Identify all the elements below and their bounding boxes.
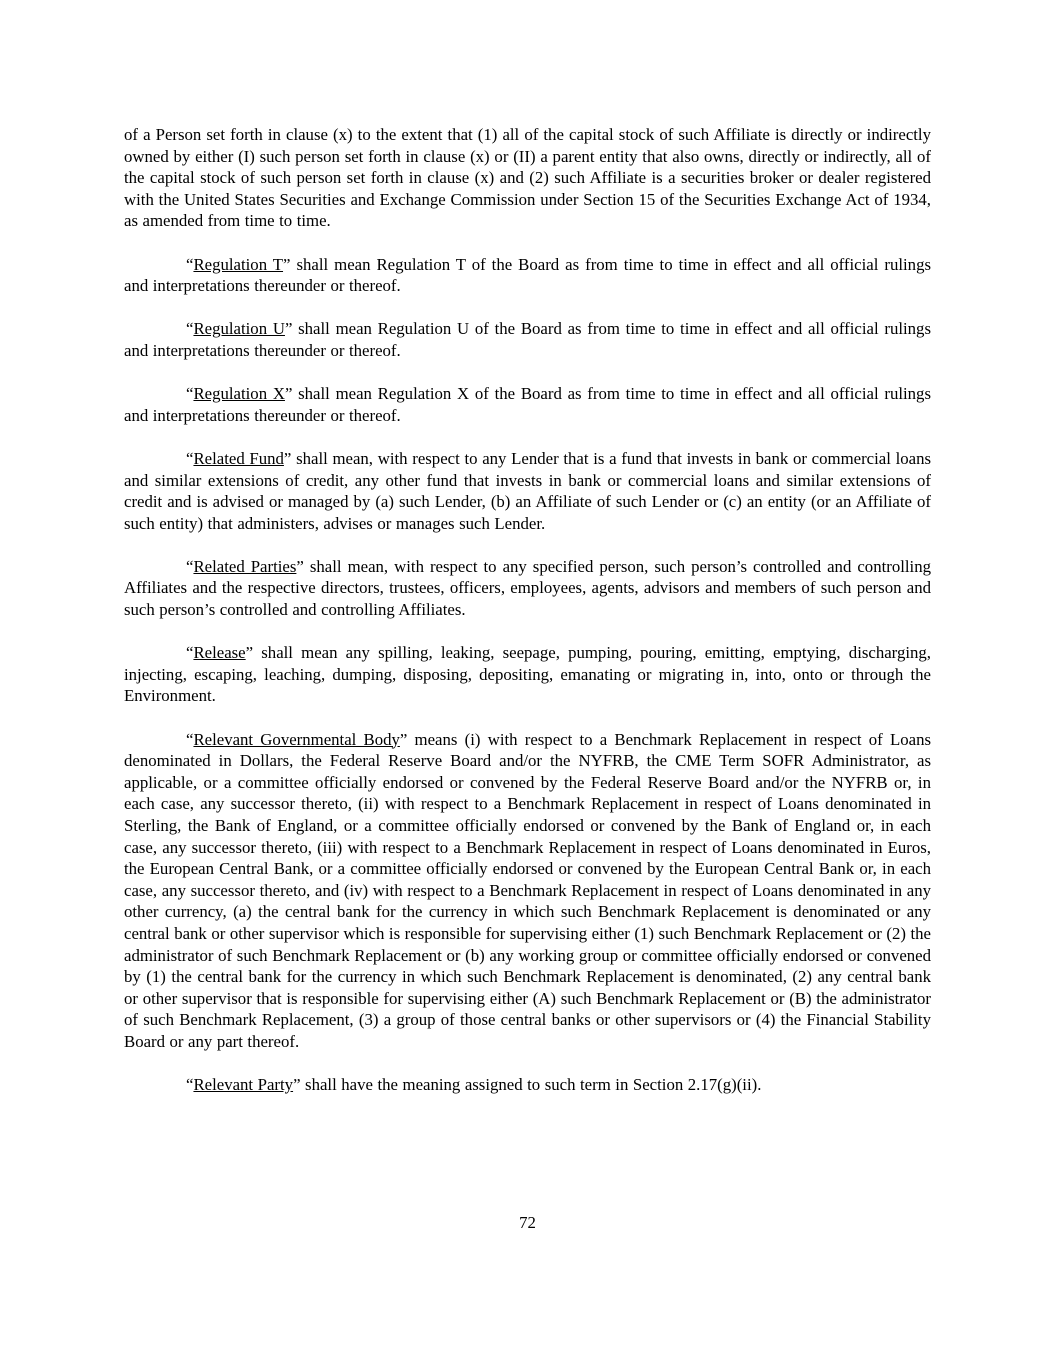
definition-paragraph-release (124, 642, 931, 707)
paragraph-text: ” shall mean any spilling, leaking, seepage, pumping, pouring, emitting, emptying, discharging, injecting, escaping, leaching, dumping, disposing, depositing, emanating or migrating in, into, onto or through the Environment. (124, 643, 931, 706)
paragraph-text: ” shall mean, with respect to any specified person, such person’s controlled and controlling Affiliates and the respective directors, trustees, officers, employees, agents, advisors and members of such person and such person’s controlled and controlling Affiliates. (124, 556, 931, 620)
paragraph-text: ” shall mean Regulation X of the Board as from time to time in effect and all official rulings and interpretations thereunder or thereof. (124, 384, 931, 425)
open-quote: “ (186, 254, 194, 274)
defined-term: Regulation T (193, 254, 284, 274)
definition-paragraph-related-parties (124, 556, 931, 621)
open-quote: “ (186, 556, 194, 576)
defined-term: Relevant Governmental Body (193, 729, 400, 749)
page-number: 72 (519, 1213, 536, 1232)
open-quote: “ (186, 319, 194, 339)
open-quote: “ (186, 448, 194, 468)
defined-term: Related Fund (193, 448, 284, 468)
definition-paragraph-regulation-u (124, 318, 931, 361)
continuation-paragraph (124, 124, 931, 232)
paragraph-text: ” shall have the meaning assigned to such term in Section 2.17(g)(ii). (293, 1075, 762, 1095)
paragraph-text: ” shall mean Regulation U of the Board as from time to time in effect and all official rulings and interpretations thereunder or thereof. (124, 319, 931, 360)
paragraph-text: of a Person set forth in clause (x) to the extent that (1) all of the capital stock of such Affiliate is directly or indirectly owned by either (I) such person set forth in clause (x) or (II) a parent entity that also owns, directly or indirectly, all of the capital stock of such person set forth in clause (x) and (2) such Affiliate is a securities broker or dealer registered with the United States Securities and Exchange Commission under Section 15 of the Securities Exchange Act of 1934, as amended from time to time. (124, 125, 931, 231)
open-quote: “ (186, 729, 194, 749)
document-body (124, 124, 931, 1117)
defined-term: Regulation X (193, 384, 285, 404)
defined-term: Related Parties (193, 556, 297, 576)
definition-paragraph-regulation-x (124, 383, 931, 426)
defined-term: Release (193, 643, 246, 663)
open-quote: “ (186, 1075, 194, 1095)
definition-paragraph-relevant-governmental-body (124, 729, 931, 1053)
paragraph-text: ” shall mean Regulation T of the Board as from time to time in effect and all official rulings and interpretations thereunder or thereof. (124, 254, 931, 296)
paragraph-text: ” shall mean, with respect to any Lender that is a fund that invests in bank or commercial loans and similar extensions of credit, any other fund that invests in bank or commercial loans and similar extensions of credit and is advised or managed by (a) such Lender, (b) an Affiliate of such Lender or (c) an entity (or an Affiliate of such entity) that administers, advises or manages such Lender. (124, 448, 932, 533)
defined-term: Relevant Party (193, 1075, 294, 1095)
defined-term: Regulation U (193, 319, 285, 339)
definition-paragraph-related-fund (124, 448, 931, 534)
open-quote: “ (186, 643, 194, 663)
open-quote: “ (186, 384, 194, 404)
definition-paragraph-regulation-t (124, 254, 931, 297)
definition-paragraph-relevant-party (124, 1074, 931, 1096)
paragraph-text: ” means (i) with respect to a Benchmark Replacement in respect of Loans denominated in Dollars, the Federal Reserve Board and/or the NYFRB, the CME Term SOFR Administrator, as applicable, or a committee officially endorsed or convened by the Federal Reserve Board and/or the NYFRB or, in each case, any successor thereto, (ii) with respect to a Benchmark Replacement in respect of Loans denominated in Sterling, the Bank of England, or a committee officially endorsed or convened by the Bank of England or, in each case, any successor thereto, (iii) with respect to a Benchmark Replacement in respect of Loans denominated in Euros, the European Central Bank, or a committee officially endorsed or convened by the European Central Bank or, in each case, any successor thereto, and (iv) with respect to a Benchmark Replacement in respect of Loans denominated in any other currency, (a) the central bank for the currency in which such Benchmark Replacement is denominated or any central bank or other supervisor which is responsible for supervising either (1) such Benchmark Replacement or (2) the administrator of such Benchmark Replacement or (b) any working group or committee officially endorsed or convened by (1) the central bank for the currency in which such Benchmark Replacement is denominated, (2) any central bank or other supervisor that is responsible for supervising either (A) such Benchmark Replacement or (B) the administrator of such Benchmark Replacement, (3) a group of those central banks or other supervisors or (4) the Financial Stability Board or any part thereof. (124, 729, 931, 1051)
